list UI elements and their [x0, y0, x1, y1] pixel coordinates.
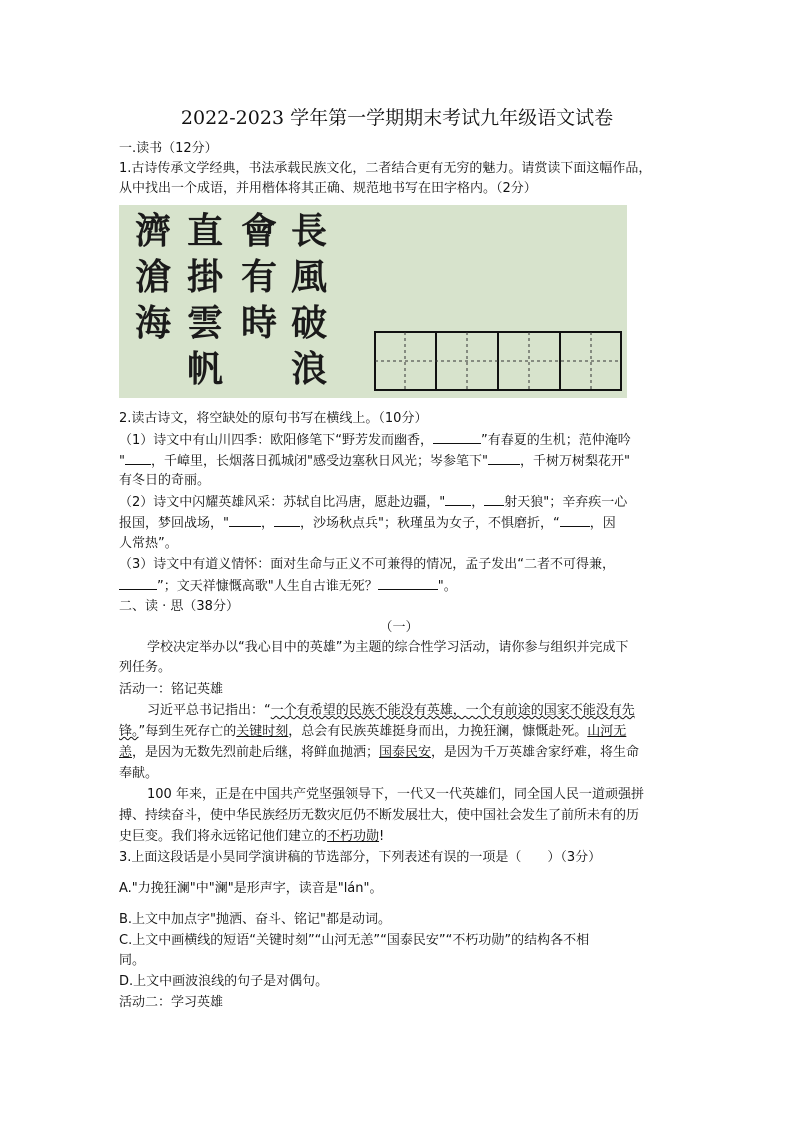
activity2-heading: 活动二：学习英雄 — [119, 995, 224, 1010]
calligraphy-char: 雲 — [186, 302, 223, 344]
text: ，千树万树梨花开" — [519, 454, 630, 469]
section2-heading: 二、读 · 思（38分） — [119, 599, 239, 614]
q2-part3-line1: （3）诗文中有道义情怀：面对生命与正义不可兼得的情况，孟子发出“二者不可得兼， — [119, 557, 616, 572]
text: ”每到生死存亡的 — [138, 724, 237, 739]
calligraphy-char: 風 — [290, 256, 327, 298]
para1-line2 — [119, 723, 679, 741]
wavy-underlined-sentence: 锋。 — [119, 724, 139, 739]
text: ，是因为千万英雄舍家纾难，将生命 — [431, 745, 640, 760]
calligraphy-char: 會 — [240, 210, 277, 252]
q3-option-c-line2[interactable]: 同。 — [119, 953, 146, 968]
text: ”；文天祥慷慨高歌"人生自古谁无死？ — [157, 579, 378, 594]
text: ，沙场秋点兵"；秋瑾虽为女子，不惧磨折，“ — [300, 516, 560, 531]
q3-option-c-line1[interactable]: C.上文中画横线的短语“关键时刻”“山河无恙”“国泰民安”“不朽功勋”的结构各不相 — [119, 933, 590, 948]
calligraphy-char: 長 — [290, 210, 327, 252]
text: （2）诗文中闪耀英雄风采：苏轼自比冯唐，愿赴边疆，" — [119, 495, 446, 510]
text: ，因 — [589, 516, 616, 531]
q1-line2: 从中找出一个成语，并用楷体将其正确、规范地书写在田字格内。（2分） — [119, 181, 537, 196]
exam-title: 2022-2023 学年第一学期期末考试九年级语文试卷 — [180, 107, 614, 129]
text: 报国，梦回战场，" — [119, 516, 229, 531]
text: ，千嶂里，长烟落日孤城闭"感受边塞秋日风光；岑参笔下" — [150, 454, 488, 469]
text: 史巨变。我们将永远铭记他们建立的 — [119, 829, 328, 844]
underlined-phrase: 山河无 — [587, 724, 627, 739]
calligraphy-char: 有 — [240, 256, 277, 298]
text: ! — [379, 829, 385, 844]
q3-option-b[interactable]: B.上文中加点字"抛洒、奋斗、铭记"都是动词。 — [119, 912, 392, 927]
para2-line3 — [119, 828, 679, 846]
calligraphy-char: 時 — [240, 302, 277, 344]
q2-part1-line3: 有冬日的奇丽。 — [119, 473, 211, 488]
text: （1）诗文中有山川四季：欧阳修笔下“野芳发而幽香， — [119, 433, 434, 448]
para1-line4: 奉献。 — [119, 766, 159, 781]
para2-line2: 搏、持续奋斗，使中华民族经历无数灾厄仍不断发展壮大，使中国社会发生了前所未有的历 — [119, 808, 640, 823]
q2-part1-line1 — [119, 431, 679, 450]
text: ，总会有民族英雄挺身而出，力挽狂澜，慷慨赴死。 — [288, 724, 588, 739]
text: ， — [260, 516, 274, 531]
text: "。 — [437, 579, 457, 594]
q2-part3-line2 — [119, 577, 679, 596]
answer-blank[interactable] — [125, 452, 151, 465]
text: " — [119, 454, 125, 469]
answer-blank[interactable] — [445, 493, 471, 506]
answer-blank[interactable] — [274, 514, 300, 527]
q1-line1: 1.古诗传承文学经典，书法承载民族文化，二者结合更有无穷的魅力。请赏读下面这幅作品， — [119, 161, 652, 176]
text: 射天狼"；辛弃疾一心 — [504, 495, 628, 510]
para2-line1: 100 年来，正是在中国共产党坚强领导下，一代又一代英雄们，同全国人民一道顽强拼 — [147, 787, 644, 802]
answer-blank[interactable] — [488, 452, 520, 465]
q3-option-d[interactable]: D.上文中画波浪线的句子是对偶句。 — [119, 974, 329, 989]
tianzige-writing-grid[interactable] — [374, 331, 622, 391]
calligraphy-char: 浪 — [290, 348, 327, 390]
wavy-underlined-sentence: 一个有希望的民族不能没有英雄，一个有前途的国家不能没有先 — [270, 703, 635, 718]
intro-line2: 列任务。 — [119, 660, 172, 675]
q2-part2-line2 — [119, 514, 679, 533]
calligraphy-char: 破 — [290, 302, 327, 344]
text: ， — [471, 495, 485, 510]
para1-line3 — [119, 744, 679, 762]
q2-part1-line2 — [119, 452, 679, 471]
q3-stem: 3.上面这段话是小昊同学演讲稿的节选部分，下列表述有误的一项是（ ）（3分） — [119, 850, 602, 865]
calligraphy-char: 帆 — [186, 348, 223, 390]
activity1-heading: 活动一：铭记英雄 — [119, 682, 224, 697]
calligraphy-char: 海 — [134, 302, 171, 344]
answer-blank[interactable] — [433, 431, 481, 444]
text: ，是因为无数先烈前赴后继，将鲜血抛洒； — [132, 745, 380, 760]
text: ”有春夏的生机；范仲淹吟 — [481, 433, 631, 448]
answer-blank[interactable] — [560, 514, 590, 527]
q2-part2-line1 — [119, 493, 679, 512]
calligraphy-char: 濟 — [134, 210, 171, 252]
answer-blank[interactable] — [484, 493, 504, 506]
answer-blank[interactable] — [378, 577, 438, 590]
answer-blank[interactable] — [119, 577, 157, 590]
q2-part2-line3: 人常热”。 — [119, 536, 178, 551]
part-label: （一） — [379, 620, 419, 635]
section1-heading: 一.读书（12分） — [119, 141, 218, 156]
intro-line1: 学校决定举办以“我心目中的英雄”为主题的综合性学习活动，请你参与组织并完成下 — [147, 640, 629, 655]
underlined-phrase: 国泰民安 — [379, 745, 432, 760]
calligraphy-char: 直 — [186, 210, 223, 252]
text: 习近平总书记指出：“ — [147, 703, 271, 718]
underlined-phrase: 不朽功勋 — [327, 829, 380, 844]
underlined-phrase: 恙 — [119, 745, 133, 760]
q2-intro: 2.读古诗文，将空缺处的原句书写在横线上。（10分） — [119, 411, 428, 426]
answer-blank[interactable] — [229, 514, 261, 527]
underlined-phrase: 关键时刻 — [236, 724, 289, 739]
q3-option-a[interactable]: A."力挽狂澜"中"澜"是形声字，读音是"lán"。 — [119, 881, 383, 896]
calligraphy-char: 滄 — [134, 256, 171, 298]
calligraphy-char: 掛 — [186, 256, 223, 298]
para1-line1 — [147, 702, 707, 720]
